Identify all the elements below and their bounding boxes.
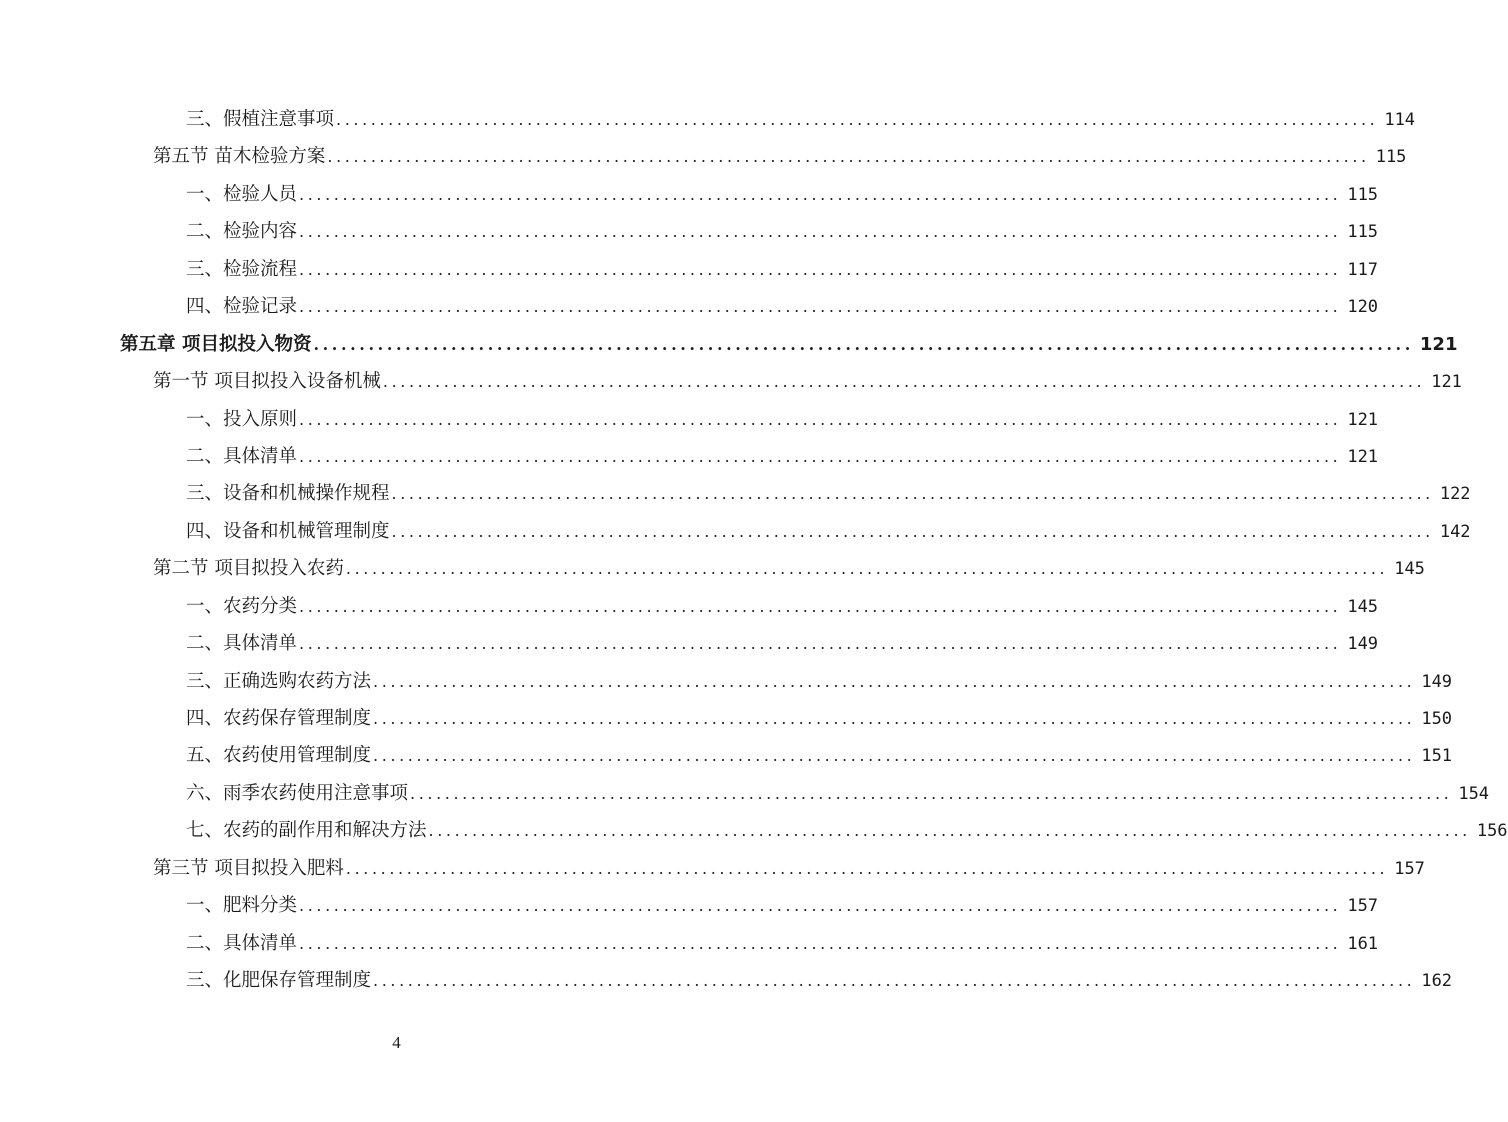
toc-entry-label: 二、检验内容 — [186, 221, 298, 243]
toc-entry[interactable] — [120, 737, 1453, 774]
toc-entry-page-number: 121 — [1431, 372, 1462, 393]
toc-entry-page-number: 117 — [1347, 259, 1379, 280]
toc-entry-label: 第一节 项目拟投入设备机械 — [153, 371, 381, 393]
toc-entry[interactable] — [120, 887, 1379, 924]
toc-entry-page-number: 115 — [1375, 147, 1407, 168]
toc-entry[interactable] — [120, 138, 1407, 175]
toc-entry-label: 第五章 项目拟投入物资 — [120, 333, 312, 355]
dot-leader: ........................................................................................................................ — [345, 559, 1389, 579]
toc-entry-label: 第三节 项目拟投入肥料 — [153, 857, 344, 879]
toc-entry-label: 一、检验人员 — [186, 183, 298, 205]
table-of-contents — [120, 101, 1508, 1000]
dot-leader: ........................................................................................................................ — [373, 671, 1416, 691]
toc-entry-label: 一、农药分类 — [186, 595, 298, 617]
toc-entry-label: 四、农药保存管理制度 — [186, 708, 372, 729]
toc-entry-page-number: 150 — [1421, 709, 1453, 729]
toc-entry-label: 三、正确选购农药方法 — [186, 670, 372, 692]
toc-entry-page-number: 120 — [1347, 297, 1379, 318]
toc-entry-page-number: 115 — [1347, 222, 1379, 243]
dot-leader: ........................................................................................................................ — [299, 297, 1342, 317]
dot-leader: ........................................................................................................................ — [410, 783, 1453, 803]
toc-entry-page-number: 162 — [1421, 971, 1453, 992]
toc-entry[interactable] — [120, 588, 1379, 625]
toc-entry-label: 一、肥料分类 — [186, 895, 298, 917]
toc-entry[interactable] — [120, 288, 1379, 325]
toc-entry-page-number: 145 — [1347, 596, 1379, 617]
toc-entry-page-number: 149 — [1347, 634, 1379, 655]
dot-leader: ........................................................................................................................ — [345, 858, 1389, 878]
toc-entry-label: 二、具体清单 — [186, 932, 298, 954]
dot-leader: ........................................................................................................................ — [313, 334, 1414, 354]
toc-entry-page-number: 154 — [1458, 783, 1490, 804]
toc-entry[interactable] — [120, 251, 1379, 288]
toc-entry[interactable] — [120, 775, 1490, 812]
toc-entry-label: 四、设备和机械管理制度 — [186, 520, 390, 542]
toc-entry[interactable] — [120, 438, 1379, 475]
toc-entry-page-number: 121 — [1347, 409, 1379, 430]
toc-entry-page-number: 149 — [1421, 671, 1453, 692]
toc-entry-page-number: 157 — [1394, 858, 1425, 879]
dot-leader: ........................................................................................................................ — [391, 521, 1434, 541]
toc-entry-label: 第二节 项目拟投入农药 — [153, 558, 344, 580]
toc-entry[interactable] — [120, 101, 1416, 138]
toc-entry-page-number: 142 — [1439, 521, 1471, 542]
dot-leader: ........................................................................................................................ — [391, 484, 1434, 504]
toc-entry[interactable] — [120, 625, 1379, 662]
dot-leader: ........................................................................................................................ — [299, 409, 1342, 429]
toc-entry[interactable] — [120, 513, 1471, 550]
toc-entry[interactable] — [120, 475, 1471, 512]
dot-leader: ........................................................................................................................ — [373, 971, 1416, 991]
toc-entry[interactable] — [120, 550, 1425, 587]
toc-entry-label: 三、设备和机械操作规程 — [186, 483, 390, 505]
dot-leader: ........................................................................................................................ — [299, 933, 1342, 953]
toc-entry[interactable] — [120, 663, 1453, 700]
toc-entry[interactable] — [120, 326, 1458, 363]
toc-entry-label: 七、农药的副作用和解决方法 — [186, 820, 427, 842]
dot-leader: ........................................................................................................................ — [428, 821, 1471, 841]
toc-entry-label: 二、具体清单 — [186, 633, 298, 655]
dot-leader: ........................................................................................................................ — [299, 446, 1342, 466]
dot-leader: ........................................................................................................................ — [299, 259, 1342, 279]
toc-entry-page-number: 156 — [1476, 821, 1508, 842]
dot-leader: ........................................................................................................................ — [336, 110, 1379, 129]
toc-entry-label: 四、检验记录 — [186, 296, 298, 318]
toc-entry[interactable] — [120, 176, 1379, 213]
toc-entry-page-number: 121 — [1419, 333, 1458, 355]
toc-entry-page-number: 151 — [1421, 746, 1453, 767]
toc-entry-label: 二、具体清单 — [186, 445, 298, 467]
toc-entry[interactable] — [120, 213, 1379, 250]
dot-leader: ........................................................................................................................ — [299, 184, 1342, 204]
page-number: 4 — [392, 1033, 401, 1052]
dot-leader: ........................................................................................................................ — [373, 709, 1416, 728]
toc-entry-label: 一、投入原则 — [186, 408, 298, 430]
dot-leader: ........................................................................................................................ — [327, 147, 1370, 167]
dot-leader: ........................................................................................................................ — [382, 372, 1426, 392]
toc-entry-label: 三、假植注意事项 — [186, 109, 335, 130]
toc-entry-label: 第五节 苗木检验方案 — [153, 146, 326, 168]
toc-entry[interactable] — [120, 401, 1379, 438]
toc-entry-label: 六、雨季农药使用注意事项 — [186, 782, 409, 804]
toc-entry[interactable] — [120, 925, 1379, 962]
toc-entry-label: 五、农药使用管理制度 — [186, 745, 372, 767]
dot-leader: ........................................................................................................................ — [299, 896, 1342, 916]
toc-entry-label: 三、检验流程 — [186, 258, 298, 280]
toc-entry-page-number: 145 — [1394, 559, 1425, 580]
dot-leader: ........................................................................................................................ — [373, 746, 1416, 766]
toc-entry-page-number: 121 — [1347, 446, 1379, 467]
toc-entry-page-number: 157 — [1347, 896, 1379, 917]
toc-entry[interactable] — [120, 962, 1453, 999]
toc-entry-page-number: 161 — [1347, 933, 1379, 954]
dot-leader: ........................................................................................................................ — [299, 222, 1342, 242]
toc-entry-page-number: 115 — [1347, 184, 1379, 205]
toc-entry[interactable] — [120, 812, 1508, 849]
dot-leader: ........................................................................................................................ — [299, 596, 1342, 616]
toc-entry-page-number: 122 — [1439, 484, 1471, 505]
toc-entry[interactable] — [120, 700, 1453, 737]
toc-entry-page-number: 114 — [1384, 110, 1416, 130]
toc-entry-label: 三、化肥保存管理制度 — [186, 970, 372, 992]
dot-leader: ........................................................................................................................ — [299, 634, 1342, 654]
toc-entry[interactable] — [120, 363, 1462, 400]
toc-entry[interactable] — [120, 850, 1425, 887]
